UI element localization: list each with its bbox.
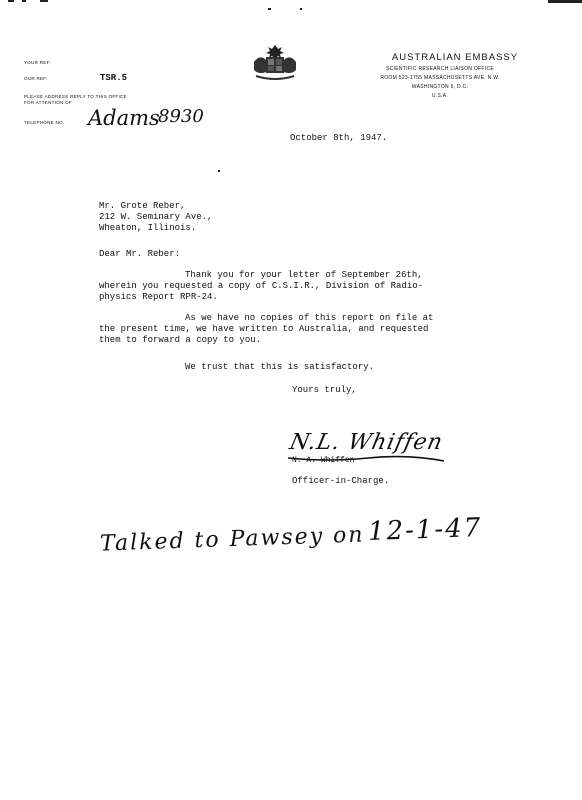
letterhead-country: U.S.A. <box>431 93 449 99</box>
scan-mark <box>218 170 220 172</box>
letterhead-embassy: AUSTRALIAN EMBASSY <box>391 52 519 63</box>
body-p2-line1: As we have no copies of this report on file at <box>185 313 434 323</box>
recipient-street: 212 W. Seminary Ave., <box>99 212 213 222</box>
handwritten-note-text: Talked to Pawsey on <box>99 522 365 557</box>
signature-title: Officer-in-Charge. <box>292 476 390 486</box>
signature-handwritten: N.L. Whiffen <box>287 430 446 455</box>
handwritten-note-date: 12-1-47 <box>367 513 483 547</box>
letterhead-room: ROOM 523-1755 MASSACHUSETTS AVE. N.W. <box>380 75 500 81</box>
telephone-number: 8930 <box>158 106 204 127</box>
body-p1-line2: wherein you requested a copy of C.S.I.R., Division of Radio- <box>99 281 424 291</box>
scan-mark <box>22 0 26 2</box>
letterhead-office: SCIENTIFIC RESEARCH LIAISON OFFICE <box>386 66 494 72</box>
address-note-2: FOR ATTENTION OF <box>24 100 72 105</box>
recipient-city: Wheaton, Illinois. <box>99 223 197 233</box>
closing: Yours truly, <box>292 385 357 395</box>
telephone-label: TELEPHONE NO. <box>24 120 65 125</box>
letter-date: October 8th, 1947. <box>290 133 388 143</box>
scan-mark <box>548 0 582 3</box>
body-p1-line3: physics Report RPR-24. <box>99 292 218 302</box>
scan-mark <box>300 8 302 10</box>
salutation: Dear Mr. Reber: <box>99 249 181 259</box>
our-ref-label: OUR REF. <box>24 76 48 81</box>
scan-mark <box>8 0 14 2</box>
letterhead-city: WASHINGTON 6, D.C. <box>411 84 469 90</box>
signature-typed: N. A. Whiffen <box>292 456 355 465</box>
body-p2-line3: them to forward a copy to you. <box>99 335 262 345</box>
scan-mark <box>268 8 271 10</box>
scan-mark <box>40 0 48 2</box>
your-ref-label: YOUR REF: <box>24 60 52 65</box>
coat-of-arms-emblem <box>250 42 300 82</box>
recipient-name: Mr. Grote Reber, <box>99 201 186 211</box>
body-p3: We trust that this is satisfactory. <box>185 362 375 372</box>
body-p2-line2: the present time, we have written to Australia, and requested <box>99 324 429 334</box>
our-ref-value: TSR.5 <box>100 73 128 83</box>
telephone-word: Adams <box>88 106 160 130</box>
body-p1-line1: Thank you for your letter of September 26th, <box>185 270 423 280</box>
address-note-1: PLEASE ADDRESS REPLY TO THIS OFFICE <box>24 94 127 99</box>
